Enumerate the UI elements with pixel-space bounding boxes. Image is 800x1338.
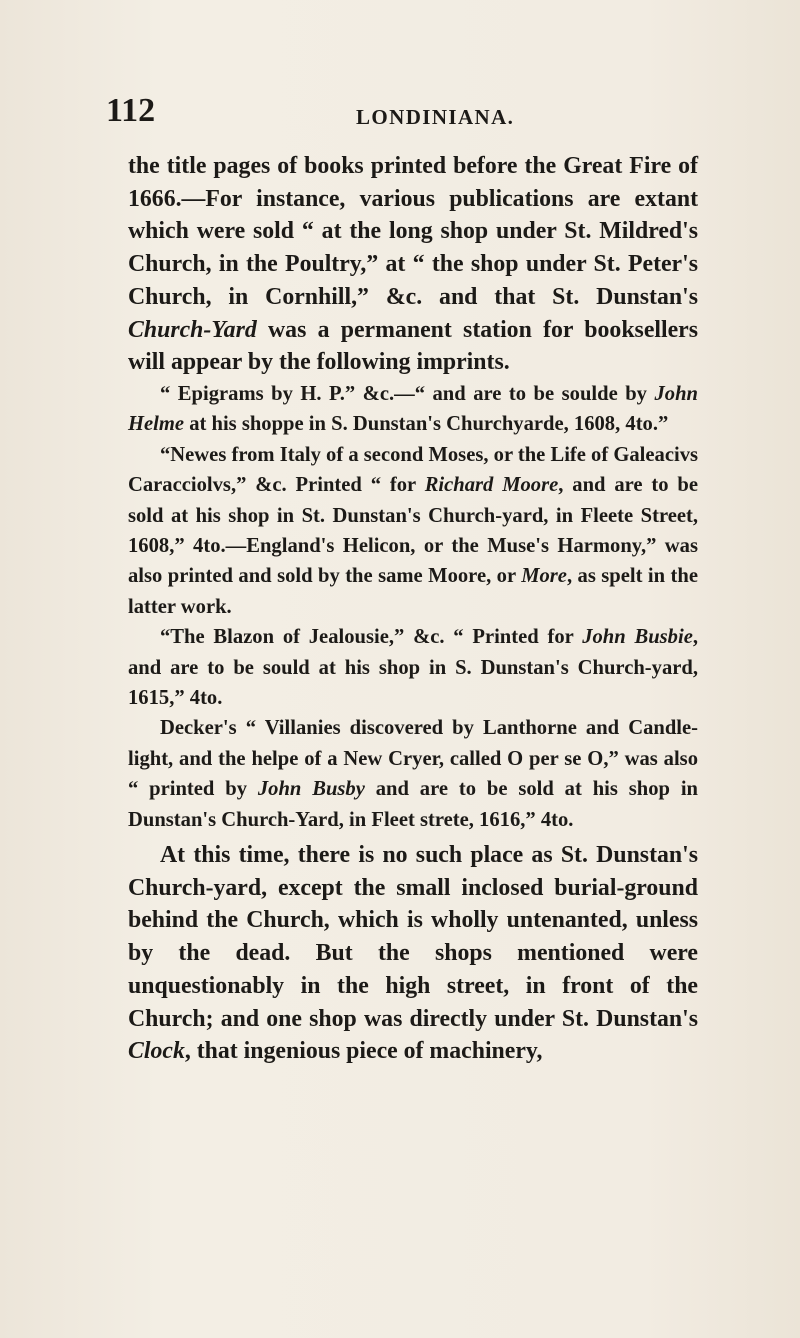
paragraph-dunstans-church-yard: At this time, there is no such place as St. Dunstan's Church-yard, except the small inclosed burial-ground behind the Church, which is wholly untenanted, unless by the dead. But the shops mentioned were unquestionably in the high street, in front of the Church; and one shop was directly under St. Dunstan's Clock, that ingenious piece of machinery, [128,842,698,1065]
page-number: 112 [106,92,156,129]
quote-newes-from-italy-imprint: “Newes from Italy of a second Moses, or the Life of Galeacivs Caracciolvs,” &c. Printed “ for Richard Moore, and are to be sold at his shop in St. Dunstan's Church-yard, in Fleete Street, 1608,” 4to.—England's Helicon, or the Muse's Harmony,” was also printed and sold by the same Moore, or More, as spelt in the latter work. [128,443,699,618]
page-body [128,150,698,1068]
paragraph-title-pages: the title pages of books printed before the Great Fire of 1666.—For instance, various publications are extant which were sold “ at the long shop under St. Mildred's Church, in the Poultry,” at “ the shop under St. Peter's Church, in Cornhill,” &c. and that St. Dunstan's Church-Yard was a permanent station for booksellers will appear by the following imprints. [128,153,698,376]
quote-epigrams-imprint: “ Epigrams by H. P.” &c.—“ and are to be soulde by John Helme at his shoppe in S. Dunstan's Churchyarde, 1608, 4to.” [128,382,698,436]
quote-villanies-discovered-imprint: Decker's “ Villanies discovered by Lanthorne and Candle-light, and the helpe of a New Cryer, called O per se O,” was also “ printed by John Busby and are to be sold at his shop in Dunstan's Church-Yard, in Fleet strete, 1616,” 4to. [128,717,699,831]
quote-blazon-of-jealousie-imprint: “The Blazon of Jealousie,” &c. “ Printed for John Busbie, and are to be sould at his shop in S. Dunstan's Church-yard, 1615,” 4to. [128,626,699,709]
running-title: LONDINIANA. [356,105,515,129]
